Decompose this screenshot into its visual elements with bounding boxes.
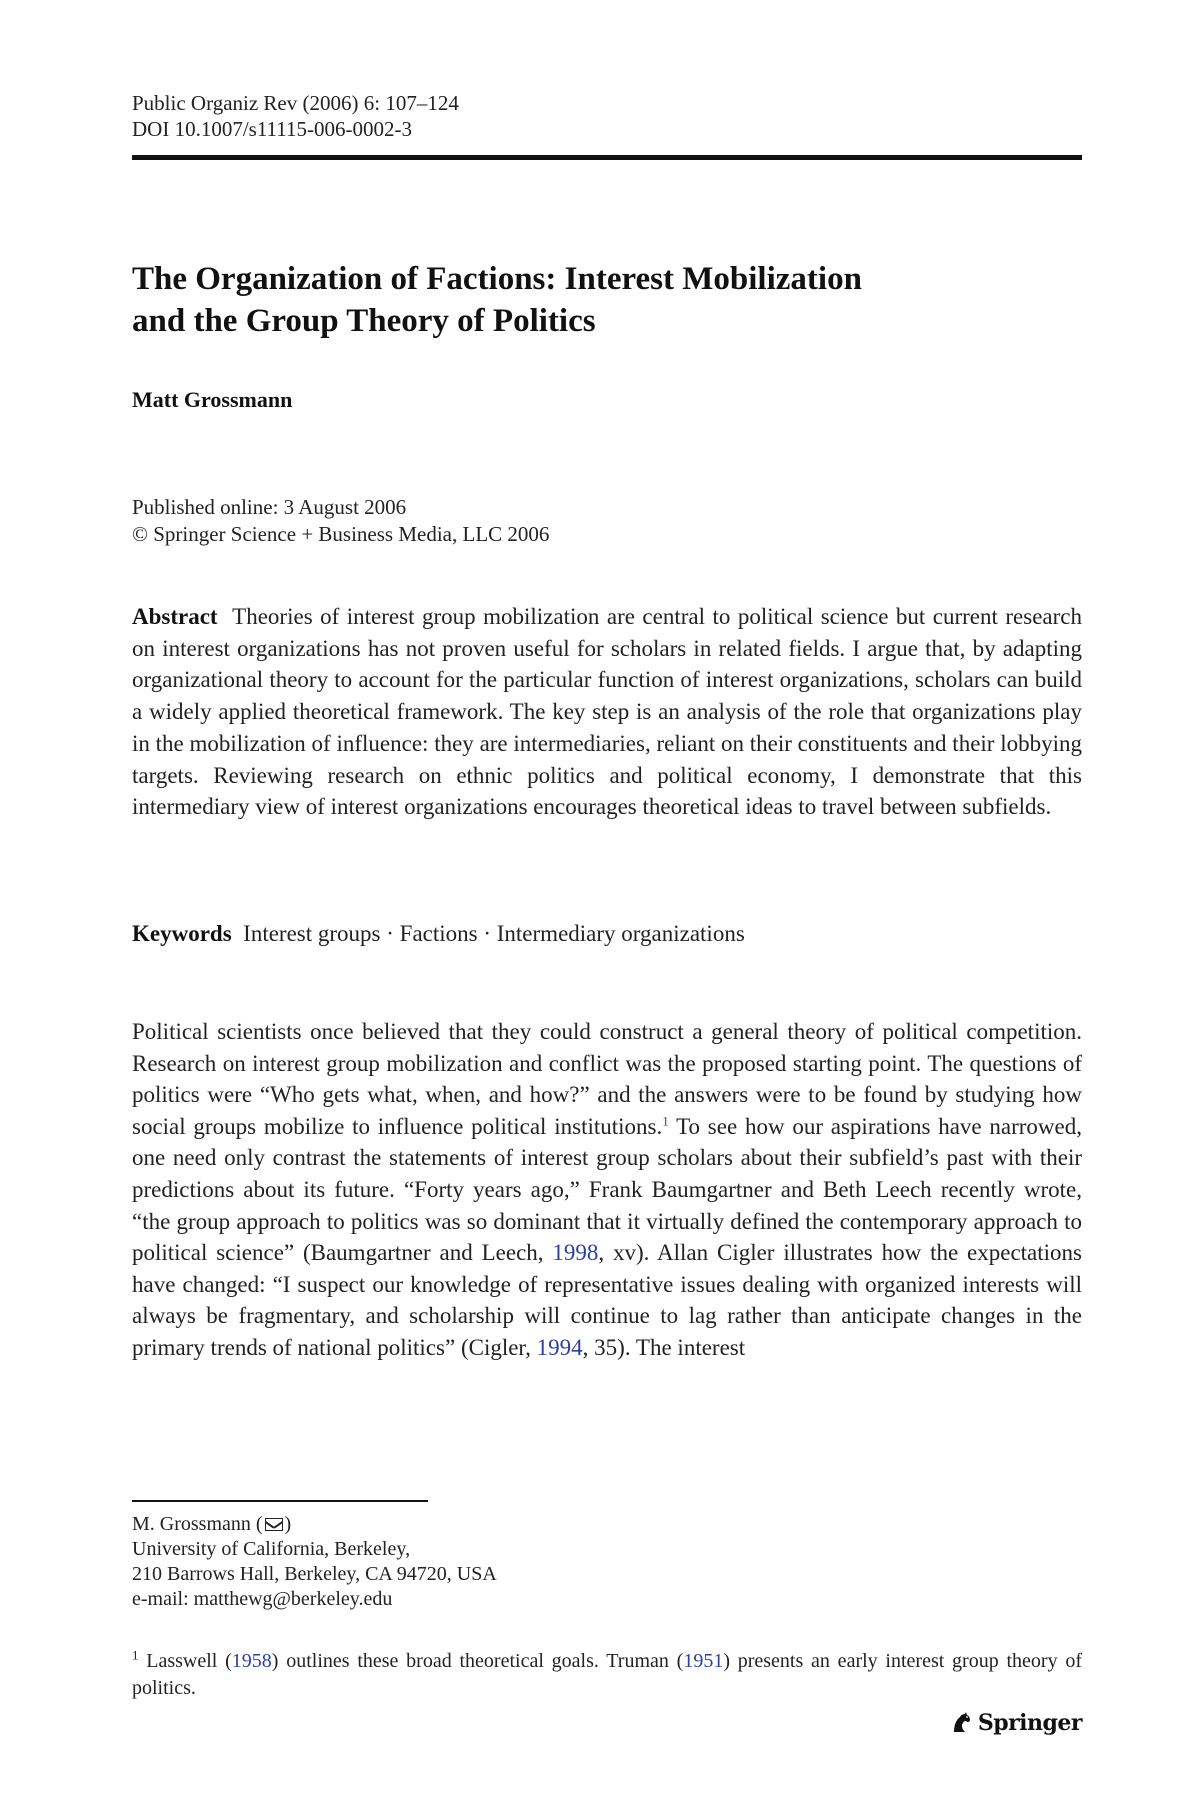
publisher-logo	[950, 1710, 1082, 1736]
title-line-1: The Organization of Factions: Interest Mobilization	[132, 261, 862, 297]
copyright: © Springer Science + Business Media, LLC 2006	[132, 522, 550, 546]
title-line-2: and the Group Theory of Politics	[132, 303, 596, 339]
publisher-name: Springer	[977, 1710, 1082, 1736]
affiliation-name-end: )	[284, 1513, 292, 1535]
footnote-number: 1	[132, 1647, 139, 1663]
header-rule	[132, 155, 1082, 160]
affiliation-name-line	[132, 1512, 497, 1537]
keywords	[132, 918, 1082, 950]
citation-link-1994[interactable]: 1994	[536, 1334, 583, 1360]
body-text-2: To see how our aspirations have narrowed, one need only contrast the statements of interest group scholars about their subfield’s past with their predictions about its future. “Forty years ago,” Frank Baumgartner and Beth Leech recently wrote, “the group approach to politics was so dominant that it virtually defined the contemporary approach to political science” (Baumgartner and Leech,	[132, 1113, 1082, 1266]
citation-link-1951[interactable]: 1951	[683, 1650, 724, 1672]
body-text-1: Political scientists once believed that they could construct a general theory of political competition. Research on interest group mobilization and conflict was the proposed starting point. The questions of politics were “Who gets what, when, and how?” and the answers were to be found by studying how social groups mobilize to influence political institutions.	[132, 1019, 1082, 1139]
body-text-4: , 35). The interest	[582, 1334, 746, 1360]
published-date: Published online: 3 August 2006	[132, 495, 407, 519]
affiliation-address: 210 Barrows Hall, Berkeley, CA 94720, USA	[132, 1563, 497, 1585]
footnote-text-b: ) outlines these broad theoretical goals. Truman (	[271, 1650, 684, 1672]
affiliation-email[interactable]: e-mail: matthewg@berkeley.edu	[132, 1588, 393, 1610]
affiliation-name: M. Grossmann (	[132, 1513, 263, 1535]
article-title	[132, 258, 1082, 342]
citation-link-1998[interactable]: 1998	[552, 1240, 599, 1266]
abstract-label: Abstract	[132, 604, 218, 629]
abstract-text: Theories of interest group mobilization are central to political science but current research on interest organizations has not proven useful for scholars in related fields. I argue that, by adapting organizational theory to account for the particular function of interest organizations, scholars can build a widely applied theoretical framework. The key step is an analysis of the role that organizations play in the mobilization of influence: they are intermediaries, reliant on their constituents and their lobbying targets. Reviewing research on ethnic politics and political economy, I demonstrate that this intermediary view of interest organizations encourages theoretical ideas to travel between subfields.	[132, 604, 1082, 820]
author-affiliation	[132, 1512, 497, 1612]
envelope-icon[interactable]	[265, 1518, 283, 1531]
keywords-label: Keywords	[132, 921, 232, 946]
journal-header	[132, 90, 459, 142]
footnote-marker-1[interactable]: 1	[662, 1113, 669, 1129]
journal-citation: Public Organiz Rev (2006) 6: 107–124	[132, 91, 459, 115]
springer-horse-icon	[950, 1711, 974, 1735]
body-text-3: , xv). Allan Cigler illustrates how the expectations have changed: “I suspect our knowledge of representative issues dealing with organized interests will always be fragmentary, and scholarship will continue to lag rather than anticipate changes in the primary trends of national politics” (Cigler,	[132, 1240, 1082, 1360]
footnote-1	[132, 1648, 1082, 1702]
abstract	[132, 601, 1082, 823]
body-paragraph	[132, 1016, 1082, 1364]
publication-info	[132, 494, 549, 548]
citation-link-1958[interactable]: 1958	[231, 1650, 272, 1672]
footnote-text-a: Lasswell (	[138, 1650, 232, 1672]
article-page	[132, 0, 1082, 1800]
footnote-rule	[132, 1500, 428, 1502]
keywords-text: Interest groups · Factions · Intermediary organizations	[243, 921, 745, 946]
doi: DOI 10.1007/s11115-006-0002-3	[132, 117, 412, 141]
footnote-text-c: ) presents an early interest group theory of politics.	[132, 1650, 1083, 1699]
author-name: Matt Grossmann	[132, 387, 293, 412]
affiliation-university: University of California, Berkeley,	[132, 1538, 411, 1560]
